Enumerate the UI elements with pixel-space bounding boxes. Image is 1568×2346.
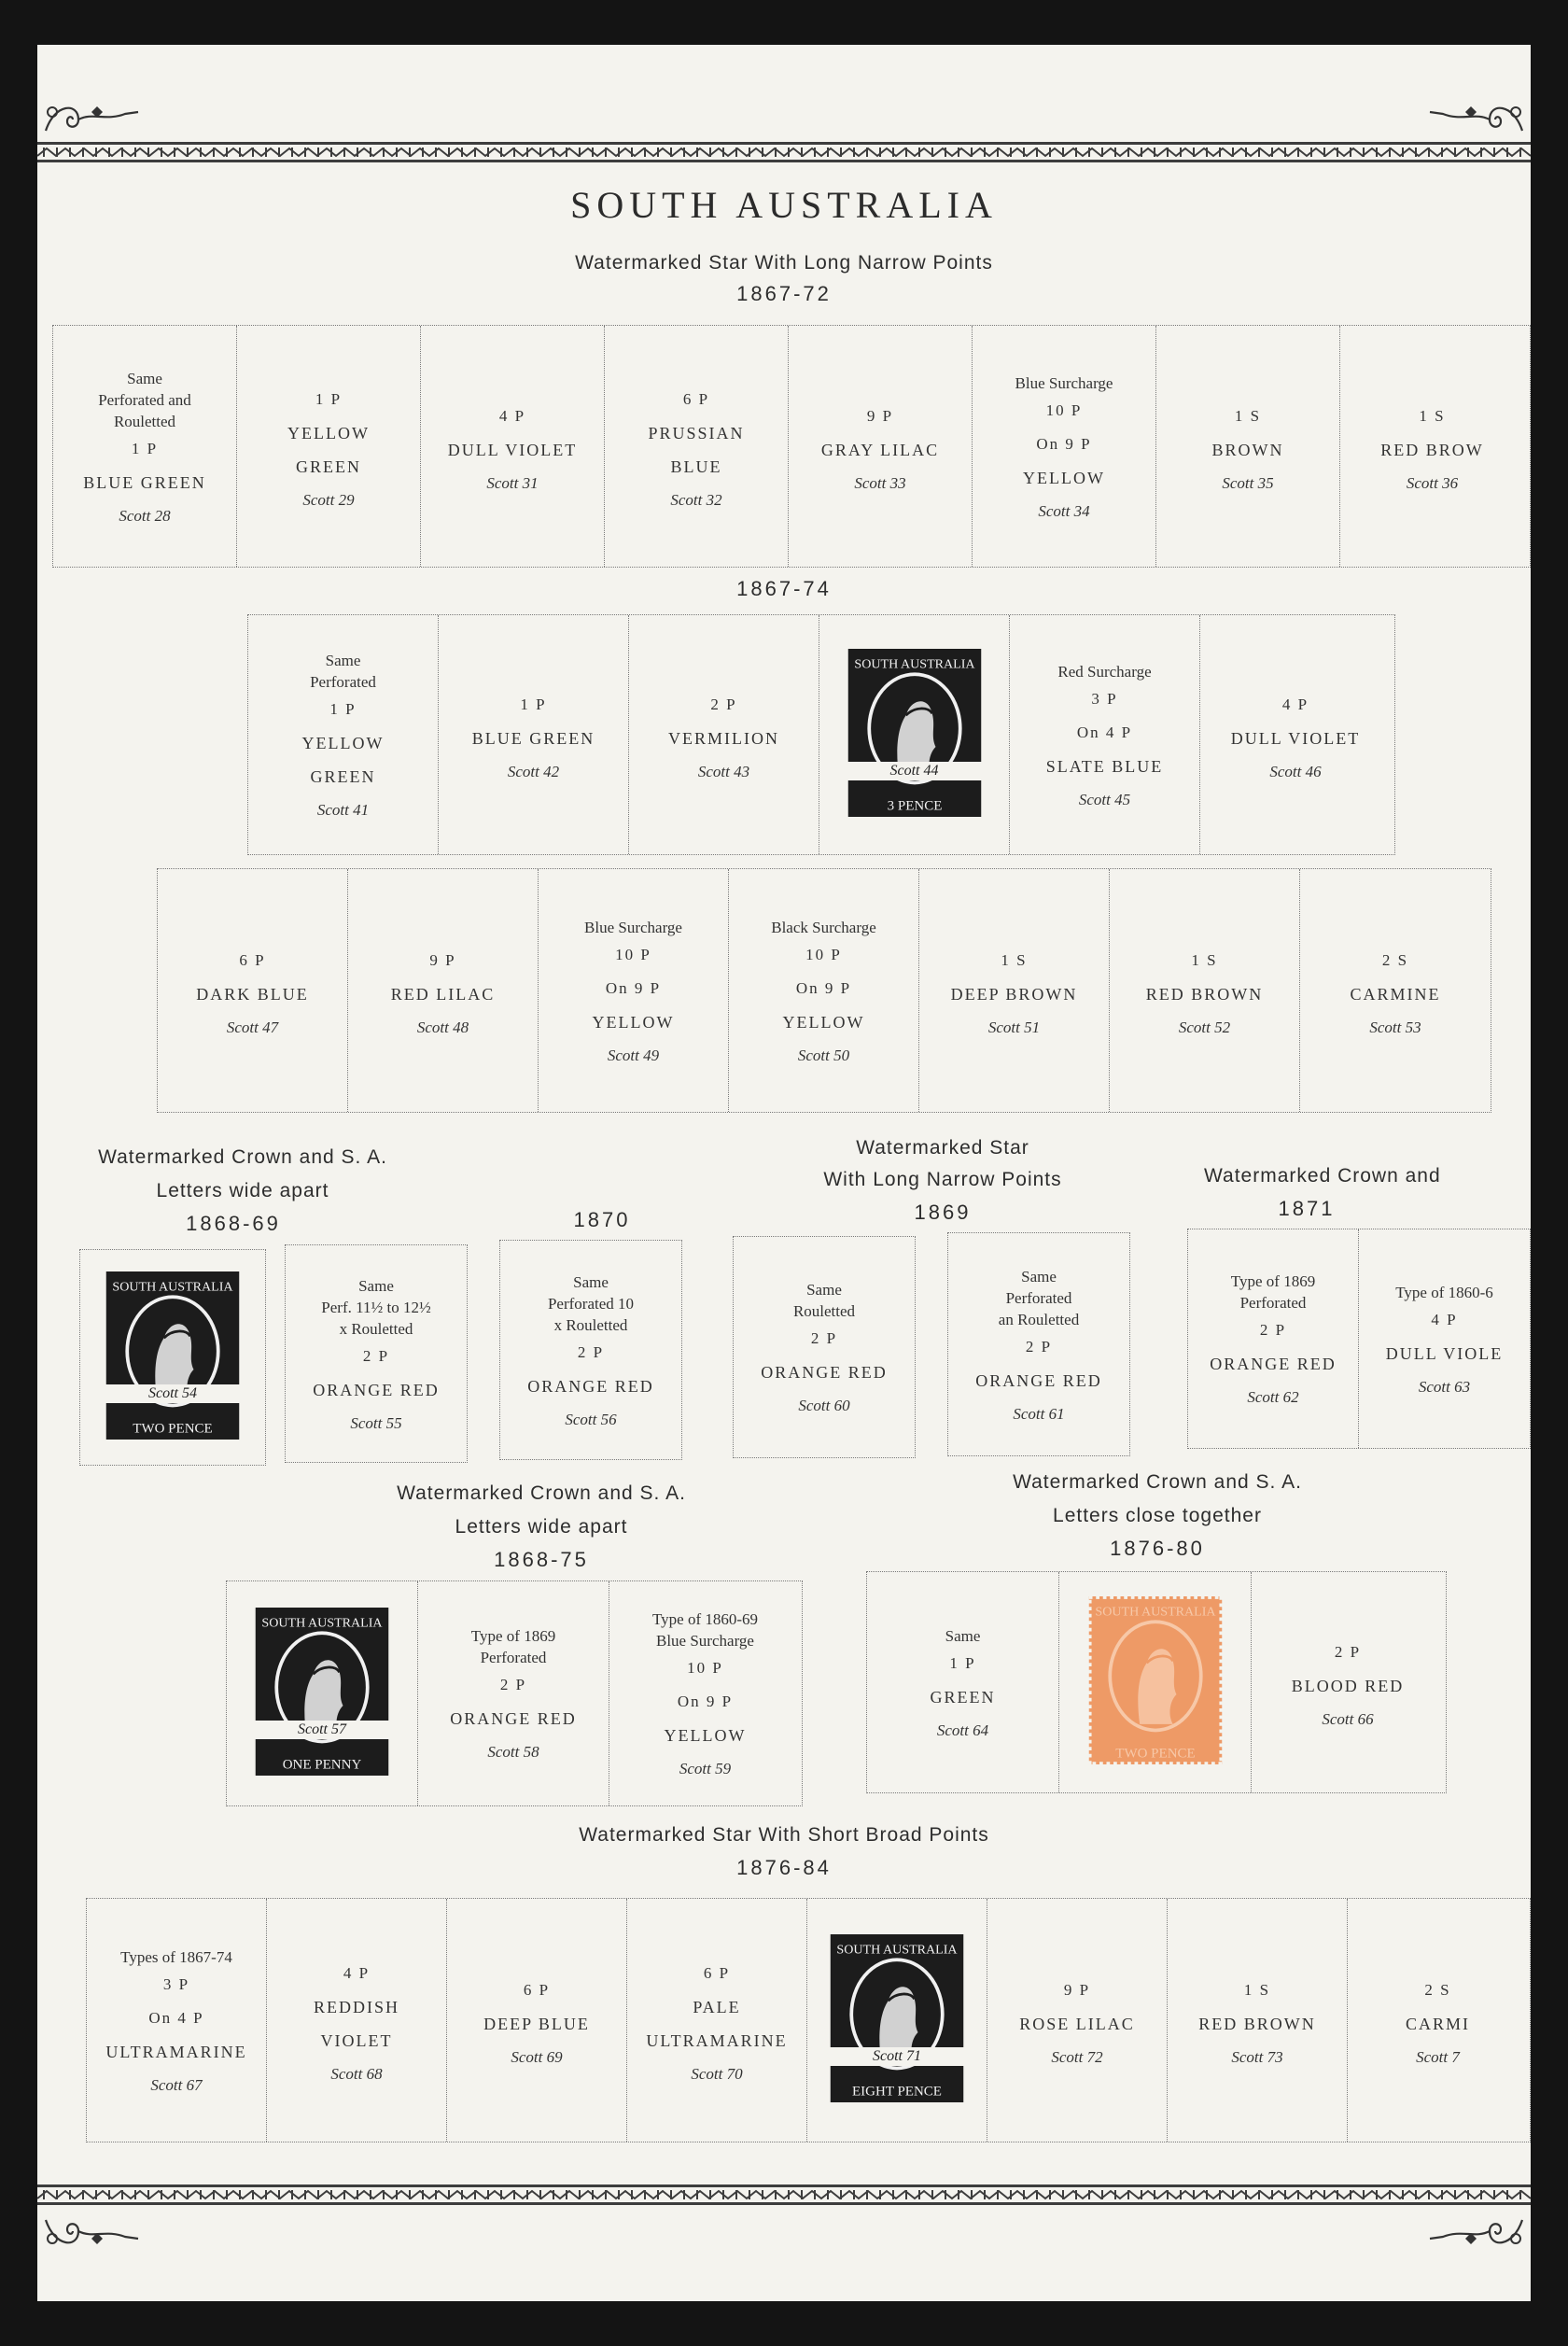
stamp-denomination: 1 P bbox=[949, 1653, 976, 1672]
stamp-bottom-text: TWO PENCE bbox=[1114, 1746, 1196, 1761]
scott-number: Scott 42 bbox=[507, 763, 560, 780]
stamp-color: CARMI bbox=[1405, 2015, 1470, 2033]
section-heading: Watermarked Crown and S. A. bbox=[397, 1482, 686, 1504]
stamp-color: ORANGE RED bbox=[975, 1370, 1102, 1390]
stamp-note: Same Perforated an Rouletted bbox=[998, 1267, 1080, 1328]
stamp-color: CARMINE bbox=[1350, 985, 1441, 1004]
stamp-denomination: 2 P bbox=[499, 1676, 527, 1693]
stamp-note: Blue Surcharge bbox=[584, 918, 682, 936]
stamp-color: ORANGE RED bbox=[761, 1363, 888, 1382]
border-zigzag bbox=[37, 147, 1531, 158]
stamp-color: ORANGE RED bbox=[450, 1709, 577, 1728]
stamp-space bbox=[629, 615, 819, 854]
scott-number: Scott 41 bbox=[316, 801, 370, 819]
stamp-denomination: 1 S bbox=[1234, 407, 1262, 425]
section-subheading: Letters wide apart bbox=[455, 1516, 628, 1538]
stamp-color: ORANGE RED bbox=[527, 1376, 654, 1396]
stamp-image-cell bbox=[227, 1581, 418, 1805]
stamp-note: Same bbox=[945, 1626, 981, 1645]
flourish-bottom-left bbox=[41, 2211, 144, 2257]
stamp-image bbox=[827, 1930, 967, 2112]
stamp-color: YELLOW bbox=[664, 1726, 747, 1745]
stamp-row-4f bbox=[1187, 1229, 1531, 1449]
section-heading: Watermarked Crown and bbox=[1204, 1165, 1441, 1187]
stamp-bottom-text: EIGHT PENCE bbox=[852, 2084, 942, 2099]
scott-number: Scott 51 bbox=[987, 1018, 1041, 1036]
stamp-row-3 bbox=[157, 868, 1491, 1113]
stamp-image-cell bbox=[80, 1250, 265, 1465]
stamp-row-5b bbox=[866, 1571, 1447, 1793]
stamp-denomination: 2 P bbox=[362, 1346, 390, 1365]
stamp-color: VERMILION bbox=[668, 729, 779, 748]
stamp-color: BLUE GREEN bbox=[471, 729, 595, 748]
stamp-denomination: 2 P bbox=[1259, 1321, 1287, 1339]
stamp-illustration bbox=[827, 1930, 967, 2107]
stamp-denomination: 9 P bbox=[866, 407, 894, 425]
section-heading: Watermarked Crown and S. A. bbox=[98, 1146, 387, 1168]
stamp-denomination: 1 S bbox=[1419, 407, 1446, 425]
stamp-note: Same Perforated and Rouletted bbox=[98, 369, 191, 430]
stamp-color: DULL VIOLET bbox=[447, 441, 578, 459]
stamp-color: PALE ULTRAMARINE bbox=[646, 1998, 788, 2050]
scott-number: Scott 7 bbox=[1416, 2048, 1460, 2066]
scott-number: Scott 29 bbox=[302, 491, 355, 509]
flourish-top-right bbox=[1424, 93, 1527, 140]
stamp-color: DEEP BLUE bbox=[483, 2015, 590, 2033]
stamp-denomination: 1 S bbox=[1243, 1981, 1271, 1999]
stamp-row-1 bbox=[52, 325, 1531, 568]
stamp-top-text: SOUTH AUSTRALIA bbox=[836, 1942, 958, 1958]
scott-number: Scott 60 bbox=[798, 1397, 850, 1414]
stamp-space bbox=[919, 869, 1110, 1112]
stamp-space bbox=[1188, 1229, 1359, 1448]
section-heading: Watermarked Star With Short Broad Points bbox=[579, 1824, 989, 1846]
stamp-denomination: 1 P bbox=[520, 695, 547, 713]
scott-number: Scott 46 bbox=[1269, 763, 1322, 780]
scott-number: Scott 68 bbox=[330, 2065, 383, 2083]
stamp-space bbox=[609, 1581, 801, 1805]
stamp-color: ROSE LILAC bbox=[1019, 2015, 1135, 2033]
stamp-row-4c bbox=[499, 1240, 682, 1460]
stamp-note: Types of 1867-74 bbox=[120, 1947, 232, 1966]
scott-number: Scott 32 bbox=[670, 491, 722, 509]
stamp-color: YELLOW bbox=[1023, 468, 1105, 487]
stamp-denomination: 3 P On 4 P bbox=[148, 1974, 204, 2027]
scott-number: Scott 69 bbox=[511, 2048, 563, 2066]
scott-number: Scott 45 bbox=[1078, 790, 1131, 808]
stamp-row-5a bbox=[226, 1580, 803, 1806]
stamp-color: BLOOD RED bbox=[1291, 1677, 1405, 1695]
stamp-image bbox=[252, 1603, 392, 1785]
scott-number: Scott 53 bbox=[1369, 1018, 1421, 1036]
stamp-denomination: 4 P bbox=[498, 407, 526, 425]
stamp-space bbox=[418, 1581, 609, 1805]
scott-number: Scott 71 bbox=[827, 2047, 967, 2066]
stamp-space bbox=[948, 1233, 1129, 1455]
top-border bbox=[37, 140, 1531, 164]
stamp-color: BLUE GREEN bbox=[83, 472, 206, 492]
stamp-denomination: 2 P bbox=[710, 695, 737, 713]
stamp-space bbox=[605, 326, 789, 567]
stamp-space bbox=[237, 326, 421, 567]
stamp-color: GRAY LILAC bbox=[820, 441, 940, 459]
stamp-denomination: 4 P bbox=[343, 1964, 371, 1982]
stamp-row-4d bbox=[733, 1236, 916, 1458]
stamp-color: PRUSSIAN BLUE bbox=[648, 424, 745, 476]
stamp-space bbox=[1252, 1572, 1444, 1792]
stamp-space bbox=[789, 326, 973, 567]
flourish-top-left bbox=[41, 93, 144, 140]
stamp-color: ORANGE RED bbox=[313, 1380, 440, 1399]
scott-number: Scott 62 bbox=[1247, 1388, 1299, 1406]
stamp-space bbox=[973, 326, 1156, 567]
section-heading: Watermarked Star With Long Narrow Points bbox=[575, 252, 993, 274]
stamp-space bbox=[1110, 869, 1300, 1112]
stamp-image-cell bbox=[807, 1899, 987, 2142]
scott-number: Scott 55 bbox=[350, 1413, 402, 1432]
stamp-denomination: 1 P bbox=[315, 390, 343, 408]
section-subheading: Letters wide apart bbox=[156, 1180, 329, 1201]
stamp-bottom-text: 3 PENCE bbox=[887, 798, 942, 813]
stamp-denomination: 2 S bbox=[1381, 951, 1409, 969]
stamp-color: DARK BLUE bbox=[196, 985, 309, 1004]
stamp-top-text: SOUTH AUSTRALIA bbox=[261, 1615, 383, 1631]
stamp-image bbox=[845, 644, 985, 826]
scott-number: Scott 34 bbox=[1038, 501, 1090, 520]
stamp-top-text: SOUTH AUSTRALIA bbox=[853, 656, 975, 672]
section-year: 1876-80 bbox=[1110, 1537, 1205, 1560]
scott-number: Scott 63 bbox=[1418, 1377, 1471, 1396]
stamp-color: DEEP BROWN bbox=[950, 985, 1078, 1004]
scott-number: Scott 50 bbox=[797, 1046, 850, 1064]
stamp-row-4a bbox=[79, 1249, 266, 1466]
flourish-bottom-right bbox=[1424, 2211, 1527, 2257]
stamp-note: Blue Surcharge bbox=[1015, 373, 1113, 392]
stamp-space bbox=[734, 1237, 915, 1457]
album-page bbox=[37, 45, 1531, 2301]
stamp-color: RED BROWN bbox=[1198, 2015, 1316, 2033]
stamp-note: Same Rouletted bbox=[792, 1281, 856, 1320]
stamp-image-cell bbox=[1059, 1572, 1252, 1792]
stamp-row-6 bbox=[86, 1898, 1531, 2142]
scott-number: Scott 64 bbox=[936, 1721, 989, 1739]
stamp-color: YELLOW GREEN bbox=[287, 424, 370, 476]
stamp-note: Red Surcharge bbox=[1057, 662, 1152, 681]
stamp-space bbox=[267, 1899, 447, 2142]
scott-number: Scott 49 bbox=[607, 1046, 660, 1064]
scott-number: Scott 54 bbox=[103, 1384, 243, 1403]
scott-number: Scott 47 bbox=[226, 1018, 279, 1036]
stamp-color: YELLOW GREEN bbox=[301, 734, 385, 786]
scott-number: Scott 58 bbox=[487, 1743, 539, 1761]
stamp-space bbox=[1168, 1899, 1348, 2142]
scott-number: Scott 48 bbox=[416, 1018, 469, 1036]
stamp-space bbox=[500, 1241, 681, 1459]
stamp-color: GREEN bbox=[930, 1687, 996, 1707]
scott-number: Scott 36 bbox=[1406, 474, 1459, 492]
section-year: 1868-69 bbox=[186, 1212, 281, 1235]
stamp-space bbox=[539, 869, 729, 1112]
border-zigzag bbox=[37, 2189, 1531, 2200]
stamp-space bbox=[1348, 1899, 1528, 2142]
stamp-note: Type of 1860-6 bbox=[1395, 1283, 1493, 1301]
stamp-note: Black Surcharge bbox=[771, 918, 876, 936]
stamp-space bbox=[447, 1899, 627, 2142]
stamp-note: Type of 1869 Perforated bbox=[470, 1627, 556, 1666]
scott-number: Scott 61 bbox=[1013, 1404, 1065, 1423]
scott-number: Scott 28 bbox=[119, 506, 171, 525]
scott-number: Scott 67 bbox=[150, 2075, 203, 2094]
stamp-denomination: 2 P bbox=[577, 1342, 605, 1361]
stamp-denomination: 9 P bbox=[429, 951, 456, 969]
stamp-denomination: 6 P bbox=[523, 1981, 551, 1999]
stamp-space bbox=[867, 1572, 1059, 1792]
scott-number: Scott 44 bbox=[845, 762, 985, 780]
stamp-denomination: 2 P bbox=[1025, 1337, 1053, 1356]
stamp-denomination: 6 P bbox=[682, 390, 710, 408]
stamp-color: RED LILAC bbox=[390, 985, 496, 1004]
stamp-bottom-text: ONE PENNY bbox=[282, 1757, 362, 1772]
stamp-top-text: SOUTH AUSTRALIA bbox=[1094, 1604, 1216, 1620]
stamp-space bbox=[1200, 615, 1391, 854]
stamp-row-4b bbox=[285, 1244, 468, 1463]
stamp-denomination: 10 P On 9 P bbox=[795, 945, 852, 997]
scott-number: Scott 73 bbox=[1231, 2048, 1283, 2066]
stamp-color: REDDISH VIOLET bbox=[313, 1998, 399, 2050]
section-year: 1867-74 bbox=[736, 577, 832, 600]
section-heading: Watermarked Crown and S. A. bbox=[1013, 1471, 1302, 1493]
stamp-denomination: 1 P bbox=[329, 700, 357, 718]
scott-number: Scott 57 bbox=[252, 1721, 392, 1739]
page-title: SOUTH AUSTRALIA bbox=[570, 184, 998, 226]
stamp-row-4e bbox=[947, 1232, 1130, 1456]
stamp-image bbox=[1085, 1592, 1225, 1774]
stamp-image bbox=[103, 1267, 243, 1449]
stamp-denomination: 1 P bbox=[131, 439, 159, 457]
section-year: 1869 bbox=[914, 1201, 972, 1224]
stamp-color: BROWN bbox=[1211, 441, 1284, 459]
stamp-space bbox=[286, 1245, 467, 1462]
section-year: 1870 bbox=[573, 1208, 631, 1231]
stamp-note: Type of 1869 Perforated bbox=[1230, 1272, 1316, 1312]
stamp-space bbox=[1300, 869, 1491, 1112]
scott-number: Scott 56 bbox=[565, 1410, 617, 1428]
section-year: 1871 bbox=[1278, 1197, 1336, 1220]
stamp-denomination: 4 P bbox=[1281, 695, 1309, 713]
scott-number: Scott 66 bbox=[1322, 1710, 1374, 1728]
scott-number: Scott 59 bbox=[679, 1760, 732, 1777]
stamp-color: DULL VIOLET bbox=[1230, 729, 1361, 748]
stamp-space bbox=[439, 615, 629, 854]
stamp-denomination: 9 P bbox=[1063, 1981, 1091, 1999]
stamp-denomination: 6 P bbox=[703, 1964, 731, 1982]
stamp-space bbox=[729, 869, 919, 1112]
stamp-row-2 bbox=[247, 614, 1395, 855]
stamp-denomination: 2 P bbox=[1334, 1643, 1362, 1661]
stamp-space bbox=[1359, 1229, 1530, 1448]
stamp-denomination: 10 P On 9 P bbox=[1036, 400, 1092, 453]
stamp-denomination: 10 P On 9 P bbox=[605, 945, 662, 997]
stamp-denomination: 1 S bbox=[1191, 951, 1218, 969]
section-year: 1868-75 bbox=[494, 1548, 589, 1571]
orange-stamp-image bbox=[1085, 1592, 1225, 1769]
stamp-denomination: 3 P On 4 P bbox=[1076, 689, 1133, 741]
scott-number: Scott 31 bbox=[486, 474, 539, 492]
scott-number: Scott 72 bbox=[1051, 2048, 1103, 2066]
scott-number: Scott 35 bbox=[1222, 474, 1274, 492]
stamp-denomination: 2 S bbox=[1424, 1981, 1451, 1999]
scott-number: Scott 52 bbox=[1178, 1018, 1231, 1036]
section-year: 1876-84 bbox=[736, 1856, 832, 1879]
stamp-image-cell bbox=[819, 615, 1010, 854]
stamp-denomination: 6 P bbox=[239, 951, 266, 969]
stamp-color: DULL VIOLE bbox=[1385, 1343, 1504, 1363]
stamp-color: YELLOW bbox=[592, 1012, 675, 1032]
section-subheading: Letters close together bbox=[1053, 1505, 1262, 1526]
bottom-border bbox=[37, 2183, 1531, 2207]
stamp-bottom-text: TWO PENCE bbox=[133, 1421, 213, 1436]
scott-number: Scott 43 bbox=[697, 763, 750, 780]
stamp-space bbox=[421, 326, 605, 567]
stamp-space bbox=[158, 869, 348, 1112]
stamp-space bbox=[1156, 326, 1340, 567]
stamp-space bbox=[1010, 615, 1200, 854]
stamp-space bbox=[627, 1899, 807, 2142]
stamp-denomination: 10 P On 9 P bbox=[677, 1659, 734, 1710]
stamp-color: SLATE BLUE bbox=[1045, 756, 1164, 776]
scott-number: Scott 33 bbox=[854, 474, 906, 492]
stamp-space bbox=[348, 869, 539, 1112]
stamp-color: RED BROWN bbox=[1145, 985, 1264, 1004]
section-subheading: With Long Narrow Points bbox=[823, 1169, 1062, 1190]
stamp-space bbox=[987, 1899, 1168, 2142]
stamp-note: Type of 1860-69 Blue Surcharge bbox=[651, 1610, 759, 1650]
stamp-denomination: 1 S bbox=[1001, 951, 1028, 969]
stamp-note: Same Perforated 10 x Rouletted bbox=[547, 1272, 635, 1334]
stamp-space bbox=[53, 326, 237, 567]
section-year: 1867-72 bbox=[736, 282, 832, 305]
stamp-illustration bbox=[103, 1267, 243, 1444]
stamp-space bbox=[1340, 326, 1524, 567]
section-heading: Watermarked Star bbox=[856, 1137, 1029, 1159]
stamp-top-text: SOUTH AUSTRALIA bbox=[112, 1279, 233, 1295]
stamp-space bbox=[248, 615, 439, 854]
stamp-illustration bbox=[252, 1603, 392, 1780]
stamp-note: Same Perforated bbox=[310, 652, 376, 691]
stamp-color: RED BROW bbox=[1380, 441, 1484, 459]
stamp-note: Same Perf. 11½ to 12½ x Rouletted bbox=[321, 1276, 431, 1338]
stamp-denomination: 4 P bbox=[1431, 1310, 1458, 1328]
scott-number: Scott 70 bbox=[691, 2065, 743, 2083]
stamp-color: ORANGE RED bbox=[1210, 1355, 1337, 1373]
stamp-illustration bbox=[845, 644, 985, 822]
stamp-denomination: 2 P bbox=[810, 1329, 838, 1347]
stamp-color: YELLOW bbox=[782, 1012, 865, 1032]
stamp-space bbox=[87, 1899, 267, 2142]
stamp-color: ULTRAMARINE bbox=[105, 2042, 247, 2061]
